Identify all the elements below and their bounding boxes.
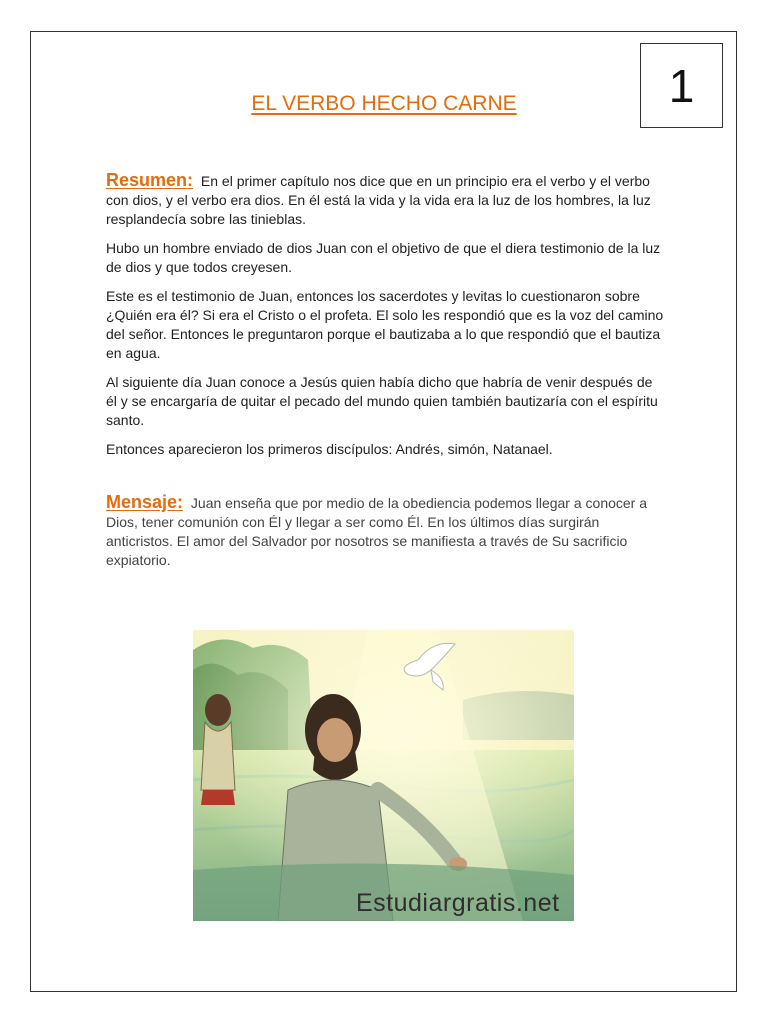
- mensaje-text: Juan enseña que por medio de la obediencia podemos llegar a conocer a Dios, tener comunión con Él y llegar a ser como Él. En los últimos días surgirán anticristos. El amor del Salvador por nosotros se manifiesta a través de Su sacrificio expiatorio.: [106, 495, 648, 568]
- baptism-illustration: [193, 630, 574, 921]
- mensaje-section: [106, 493, 666, 570]
- resumen-heading: Resumen:: [106, 170, 194, 190]
- mensaje-heading: Mensaje:: [106, 492, 184, 512]
- resumen-paragraph-4: Al siguiente día Juan conoce a Jesús quien había dicho que habría de venir después de él y se encargaría de quitar el pecado del mundo quien también bautizaría con el espíritu santo.: [106, 374, 658, 428]
- page-title: EL VERBO HECHO CARNE: [251, 92, 517, 115]
- resumen-paragraph-5: Entonces aparecieron los primeros discípulos: Andrés, simón, Natanael.: [106, 441, 553, 457]
- resumen-paragraph-3: Este es el testimonio de Juan, entonces los sacerdotes y levitas lo cuestionaron sobre ¿Quién era él? Si era el Cristo o el profeta. El solo les respondió que es la voz del camino del señor. Entonces le preguntaron porque el bautizaba a lo que respondió que el bautiza en agua.: [106, 288, 664, 361]
- resumen-paragraph-2: Hubo un hombre enviado de dios Juan con el objetivo de que el diera testimonio de la luz de dios y que todos creyesen.: [106, 240, 661, 275]
- page-number: 1: [668, 59, 695, 112]
- document-body: [106, 171, 666, 580]
- image-watermark: Estudiargratis.net: [356, 889, 560, 917]
- mensaje-paragraph: [106, 493, 666, 570]
- resumen-paragraph-1: [106, 171, 666, 229]
- resumen-text-1: En el primer capítulo nos dice que en un principio era el verbo y el verbo con dios, y el verbo era dios. En él está la vida y la vida era la luz de los hombres, la luz resplandecía sobre las tinieblas.: [106, 173, 651, 227]
- baptism-scene-drawing: [193, 630, 574, 921]
